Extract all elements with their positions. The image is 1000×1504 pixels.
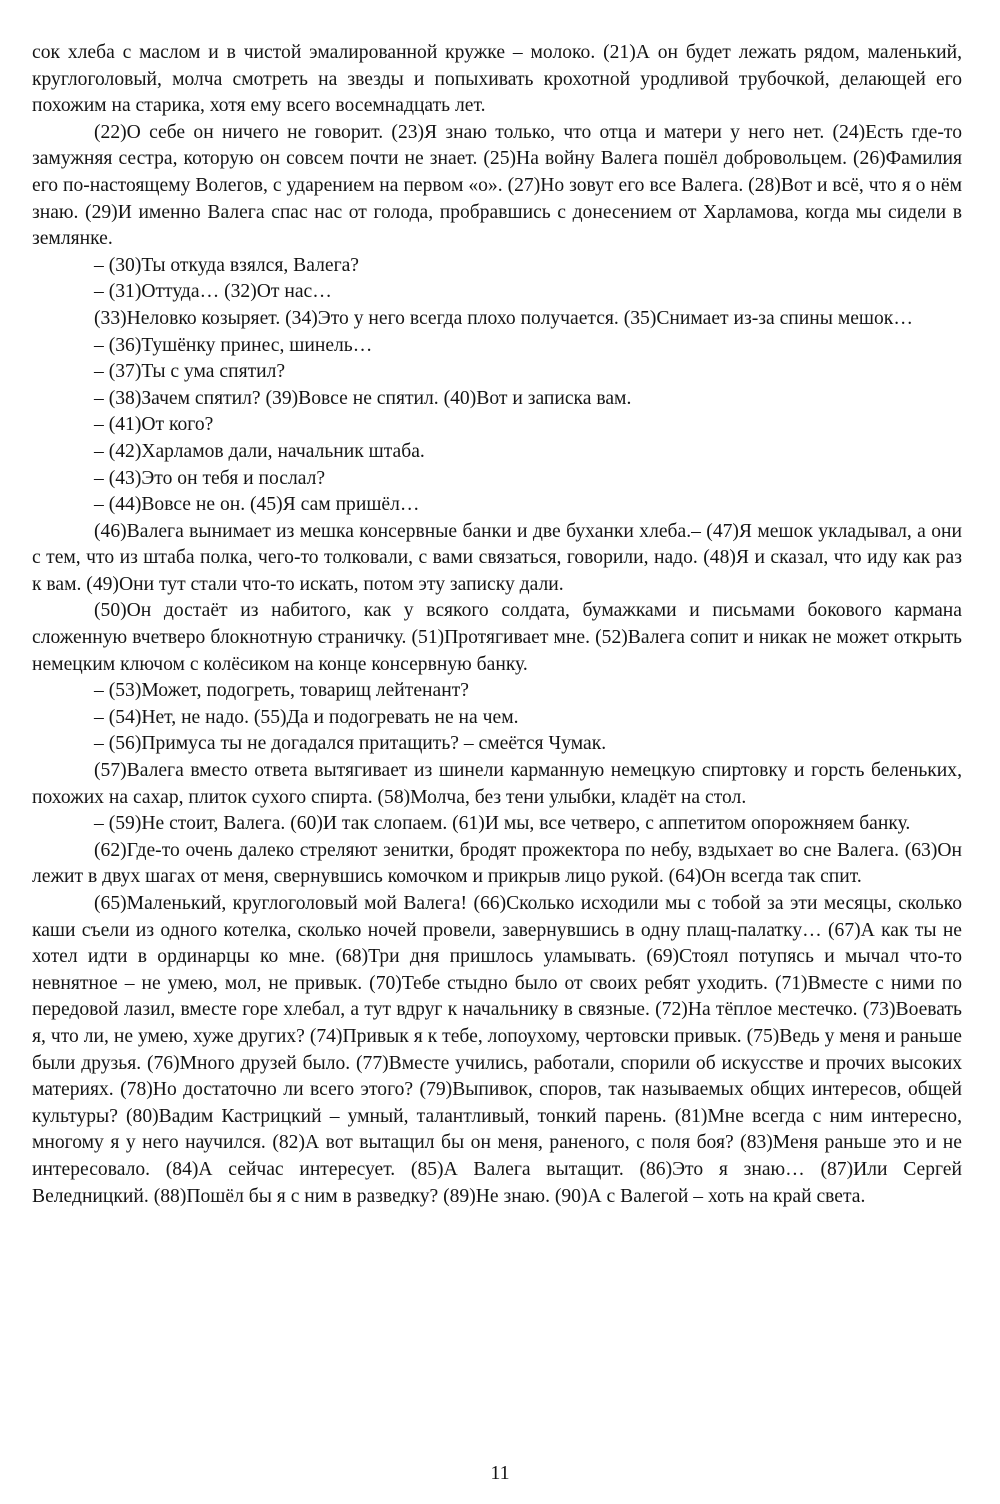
dialog-line: – (56)Примуса ты не догадался притащить? – смеётся Чумак.	[94, 733, 607, 755]
dialog-line: – (31)Оттуда… (32)От нас…	[94, 281, 332, 303]
paragraph: сок хлеба с маслом и в чистой эмалированной кружке – молоко. (21)А он будет лежать рядом, маленький, круглоголовый, молча смотреть на звезды и попыхивать крохотной уродливой трубочкой, делающей его похожим на старика, хотя ему всего восемнадцать лет.	[32, 42, 962, 117]
dialog-line: – (37)Ты с ума спятил?	[94, 361, 286, 383]
paragraph: (46)Валега вынимает из мешка консервные банки и две буханки хлеба.– (47)Я мешок укладывал, а они с тем, что из штаба полка, чего-то толковали, с вами связаться, говорили, надо. (48)Я и сказал, что иду как раз к вам. (49)Они тут стали что-то искать, потом эту записку дали.	[32, 520, 962, 595]
dialog-line: – (42)Харламов дали, начальник штаба.	[94, 440, 425, 462]
text-body	[32, 40, 962, 1210]
dialog-line: – (54)Нет, не надо. (55)Да и подогревать не на чем.	[94, 706, 519, 728]
paragraph: (65)Маленький, круглоголовый мой Валега! (66)Сколько исходили мы с тобой за эти месяцы, сколько каши съели из одного котелка, сколько ночей провели, завернувшись в одну плащ-палатку… (67)А как ты не хотел идти в ординарцы ко мне. (68)Три дня пришлось уламывать. (69)Стоял потупясь и мычал что-то невнятное – не умею, мол, не привык. (70)Тебе стыдно было от своих ребят уходить. (71)Вместе с ними по передовой лазил, вместе горе хлебал, а тут вдруг к начальнику в связные. (72)На тёплое местечко. (73)Воевать я, что ли, не умею, хуже других? (74)Привык я к тебе, лопоухому, чертовски привык. (75)Ведь у меня и раньше были друзья. (76)Много друзей было. (77)Вместе учились, работали, спорили об искусстве и прочих высоких материях. (78)Но достаточно ли всего этого? (79)Выпивок, споров, так называемых общих интересов, общей культуры? (80)Вадим Кастрицкий – умный, талантливый, тонкий парень. (81)Мне всегда с ним интересно, многому я у него научился. (82)А вот вытащил бы он меня, раненого, с поля боя? (83)Меня раньше это и не интересовало. (84)А сейчас интересует. (85)А Валега вытащит. (86)Это я знаю… (87)Или Сергей Веледницкий. (88)Пошёл бы я с ним в разведку? (89)Не знаю. (90)А с Валегой – хоть на край света.	[32, 893, 962, 1207]
dialog-line: – (41)От кого?	[94, 414, 214, 436]
paragraph: (50)Он достаёт из набитого, как у всякого солдата, бумажками и письмами бокового кармана сложенную вчетверо блокнотную страничку. (51)Протягивает мне. (52)Валега сопит и никак не может открыть немецким ключом с колёсиком на конце консервную банку.	[32, 600, 962, 675]
paragraph: (22)О себе он ничего не говорит. (23)Я знаю только, что отца и матери у него нет. (24)Есть где-то замужняя сестра, которую он совсем почти не знает. (25)На войну Валега пошёл добровольцем. (26)Фамилия его по-настоящему Волегов, с ударением на первом «о». (27)Но зовут его все Валега. (28)Вот и всё, что я о нём знаю. (29)И именно Валега спас нас от голода, пробравшись с донесением от Харламова, когда мы сидели в землянке.	[32, 121, 962, 250]
paragraph: (57)Валега вместо ответа вытягивает из шинели карманную немецкую спиртовку и горсть беленьких, похожих на сахар, плиток сухого спирта. (58)Молча, без тени улыбки, кладёт на стол.	[32, 760, 962, 808]
paragraph: (33)Неловко козыряет. (34)Это у него всегда плохо получается. (35)Снимает из-за спины мешок…	[94, 307, 913, 329]
page-number: 11	[490, 1462, 510, 1484]
dialog-line: – (43)Это он тебя и послал?	[94, 467, 326, 489]
dialog-line: – (30)Ты откуда взялся, Валега?	[94, 254, 359, 276]
paragraph: (62)Где-то очень далеко стреляют зенитки, бродят прожектора по небу, вздыхает во сне Валега. (63)Он лежит в двух шагах от меня, свернувшись комочком и прикрыв лицо рукой. (64)Он всегда так спит.	[32, 839, 962, 888]
dialog-line: – (38)Зачем спятил? (39)Вовсе не спятил. (40)Вот и записка вам.	[94, 387, 632, 409]
paragraph: – (59)Не стоит, Валега. (60)И так слопаем. (61)И мы, все четверо, с аппетитом опорожняем банку.	[94, 813, 911, 835]
dialog-line: – (53)Может, подогреть, товарищ лейтенант?	[94, 680, 469, 702]
dialog-line: – (44)Вовсе не он. (45)Я сам пришёл…	[94, 494, 420, 516]
dialog-line: – (36)Тушёнку принес, шинель…	[94, 334, 373, 356]
